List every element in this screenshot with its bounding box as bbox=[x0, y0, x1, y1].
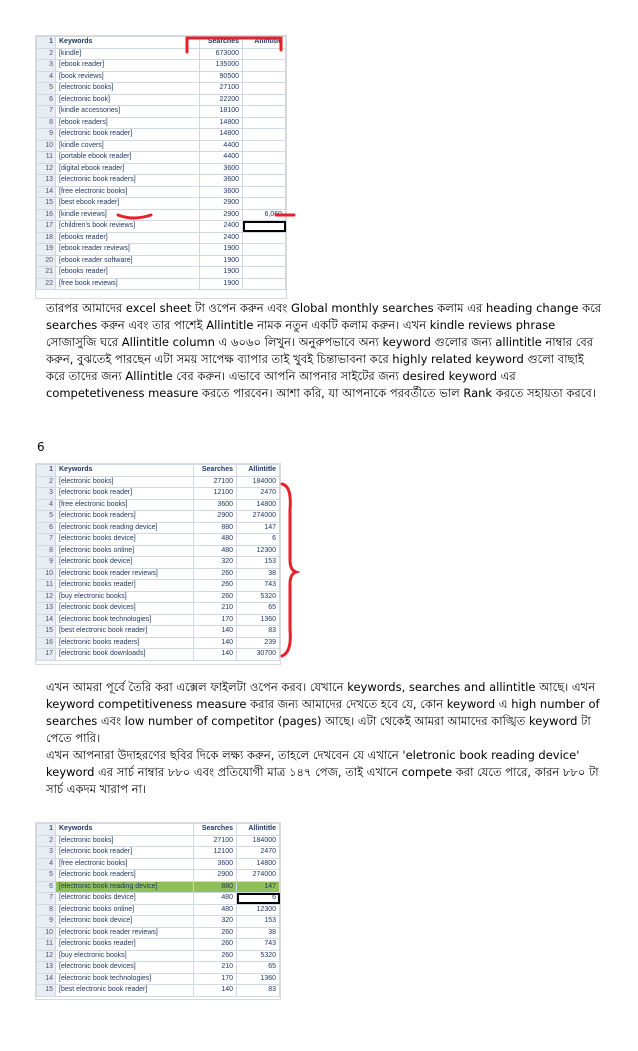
allintitle-cell: 12300 bbox=[237, 904, 280, 916]
instruction-paragraph-2: এখন আমরা পূর্বে তৈরি করা এক্সেল ফাইলটা ওপেন করব। যেখানে keywords, searches and allintitle আছে। এখন keyword competitiveness measure করার জন্য আমাদের দেখতে হবে যে, কোন keyword এ high number of searches এবং low number of competitor (pages) আছে। এটা থেকেই আমরা আমাদের কাঙ্খিত keyword টা পেতে পারি। bbox=[46, 680, 600, 745]
keyword-cell: [electronic books device] bbox=[56, 893, 194, 905]
table-row bbox=[37, 106, 286, 118]
table-row bbox=[37, 278, 286, 290]
allintitle-cell: 274000 bbox=[237, 511, 280, 523]
table-row bbox=[37, 221, 286, 233]
row-number: 12 bbox=[37, 950, 56, 962]
row-number: 17 bbox=[37, 221, 56, 233]
keyword-cell: [electronic book device] bbox=[56, 557, 194, 569]
table-row bbox=[37, 198, 286, 210]
keyword-cell: [ebook reader software] bbox=[56, 255, 200, 267]
table-row bbox=[37, 927, 280, 939]
keyword-cell: [kindle accessories] bbox=[56, 106, 200, 118]
row-number: 18 bbox=[37, 232, 56, 244]
keyword-cell: [electronic books] bbox=[56, 476, 194, 488]
row-number: 13 bbox=[37, 175, 56, 187]
table-row bbox=[37, 163, 286, 175]
row-number: 10 bbox=[37, 568, 56, 580]
allintitle-cell bbox=[243, 106, 286, 118]
keyword-cell: [digital ebook reader] bbox=[56, 163, 200, 175]
row-number: 4 bbox=[37, 499, 56, 511]
allintitle-cell: 6,060 bbox=[243, 209, 286, 221]
keyword-cell: [electronic book reader] bbox=[56, 129, 200, 141]
keyword-cell: [best electronic book reader] bbox=[56, 626, 194, 638]
searches-cell: 12100 bbox=[194, 488, 237, 500]
table-row bbox=[37, 893, 280, 905]
allintitle-cell: 83 bbox=[237, 985, 280, 997]
allintitle-header: Allintitle bbox=[237, 824, 280, 836]
table-row bbox=[37, 904, 280, 916]
spreadsheet-screenshot-2 bbox=[35, 463, 281, 665]
table-row bbox=[37, 255, 286, 267]
table-row bbox=[37, 175, 286, 187]
keyword-cell: [electronic book devices] bbox=[56, 603, 194, 615]
keyword-cell: [electronic book reader] bbox=[56, 488, 194, 500]
keywords-header: Keywords bbox=[56, 824, 194, 836]
table-row bbox=[37, 511, 280, 523]
table-row bbox=[37, 152, 286, 164]
keyword-cell: [electronic books readers] bbox=[56, 637, 194, 649]
allintitle-cell bbox=[243, 278, 286, 290]
allintitle-cell: 14800 bbox=[237, 858, 280, 870]
keyword-cell: [electronic books reader] bbox=[56, 580, 194, 592]
row-number: 15 bbox=[37, 626, 56, 638]
row-number: 2 bbox=[37, 835, 56, 847]
allintitle-cell: 153 bbox=[237, 557, 280, 569]
searches-cell: 4400 bbox=[200, 152, 243, 164]
searches-cell: 12100 bbox=[194, 847, 237, 859]
spreadsheet-screenshot-1 bbox=[35, 35, 287, 299]
allintitle-cell: 239 bbox=[237, 637, 280, 649]
table-row bbox=[37, 870, 280, 882]
searches-cell: 135000 bbox=[200, 60, 243, 72]
row-number: 14 bbox=[37, 973, 56, 985]
row-number: 7 bbox=[37, 534, 56, 546]
keyword-cell: [electronic book technologies] bbox=[56, 973, 194, 985]
table-row bbox=[37, 637, 280, 649]
searches-cell: 2400 bbox=[200, 221, 243, 233]
searches-cell: 3600 bbox=[200, 163, 243, 175]
row-number: 12 bbox=[37, 163, 56, 175]
keyword-cell: [free book reviews] bbox=[56, 278, 200, 290]
keyword-cell: [children's book reviews] bbox=[56, 221, 200, 233]
table-row bbox=[37, 60, 286, 72]
table-row bbox=[37, 488, 280, 500]
keyword-cell: [ebook reader reviews] bbox=[56, 244, 200, 256]
row-number: 16 bbox=[37, 637, 56, 649]
allintitle-cell bbox=[243, 267, 286, 279]
keyword-cell: [electronic books] bbox=[56, 835, 194, 847]
table-row bbox=[37, 591, 280, 603]
table-row bbox=[37, 209, 286, 221]
allintitle-cell: 65 bbox=[237, 603, 280, 615]
searches-cell: 480 bbox=[194, 904, 237, 916]
row-number: 2 bbox=[37, 476, 56, 488]
searches-header: Searches bbox=[194, 824, 237, 836]
row-number: 22 bbox=[37, 278, 56, 290]
page-number: 6 bbox=[37, 440, 45, 454]
table-header-row bbox=[37, 465, 280, 477]
keyword-cell: [electronic book readers] bbox=[56, 511, 194, 523]
allintitle-cell: 38 bbox=[237, 927, 280, 939]
searches-cell: 880 bbox=[194, 881, 237, 893]
allintitle-cell: 184000 bbox=[237, 835, 280, 847]
allintitle-cell: 1360 bbox=[237, 973, 280, 985]
allintitle-cell bbox=[243, 175, 286, 187]
keyword-cell: [electronic books device] bbox=[56, 534, 194, 546]
searches-cell: 320 bbox=[194, 557, 237, 569]
allintitle-cell bbox=[243, 163, 286, 175]
keyword-cell: [ebook reader] bbox=[56, 60, 200, 72]
searches-cell: 170 bbox=[194, 614, 237, 626]
allintitle-cell bbox=[243, 83, 286, 95]
table-row bbox=[37, 94, 286, 106]
searches-cell: 260 bbox=[194, 580, 237, 592]
searches-cell: 2900 bbox=[200, 209, 243, 221]
searches-cell: 3600 bbox=[194, 499, 237, 511]
allintitle-cell: 2470 bbox=[237, 847, 280, 859]
searches-cell: 90500 bbox=[200, 71, 243, 83]
row-number: 5 bbox=[37, 511, 56, 523]
allintitle-cell: 147 bbox=[237, 881, 280, 893]
searches-cell: 4400 bbox=[200, 140, 243, 152]
searches-cell: 1900 bbox=[200, 255, 243, 267]
row-number: 9 bbox=[37, 129, 56, 141]
searches-cell: 140 bbox=[194, 985, 237, 997]
row-number: 13 bbox=[37, 962, 56, 974]
red-bracket-top-mark bbox=[183, 34, 287, 54]
table-row bbox=[37, 534, 280, 546]
table-row bbox=[37, 83, 286, 95]
row-number: 6 bbox=[37, 881, 56, 893]
row-number: 11 bbox=[37, 580, 56, 592]
table-row bbox=[37, 186, 286, 198]
keyword-cell: [electronic book reader reviews] bbox=[56, 927, 194, 939]
keywords-header: Keywords bbox=[56, 37, 200, 49]
row-number: 14 bbox=[37, 186, 56, 198]
keyword-cell: [electronic book reading device] bbox=[56, 881, 194, 893]
keyword-cell: [ebook readers] bbox=[56, 117, 200, 129]
searches-cell: 480 bbox=[194, 534, 237, 546]
table-row bbox=[37, 129, 286, 141]
searches-cell: 3600 bbox=[194, 858, 237, 870]
keyword-cell: [electronic book downloads] bbox=[56, 649, 194, 661]
allintitle-cell: 743 bbox=[237, 580, 280, 592]
row-number: 8 bbox=[37, 117, 56, 129]
keyword-table-1 bbox=[36, 36, 286, 290]
table-row bbox=[37, 858, 280, 870]
keyword-cell: [electronic books reader] bbox=[56, 939, 194, 951]
table-row bbox=[37, 522, 280, 534]
keyword-cell: [ebooks reader] bbox=[56, 232, 200, 244]
row-number: 5 bbox=[37, 83, 56, 95]
row-number: 6 bbox=[37, 522, 56, 534]
table-row bbox=[37, 835, 280, 847]
keyword-cell: [kindle reviews] bbox=[56, 209, 200, 221]
row-number: 2 bbox=[37, 48, 56, 60]
allintitle-cell: 65 bbox=[237, 962, 280, 974]
searches-cell: 27100 bbox=[200, 83, 243, 95]
searches-cell: 3600 bbox=[200, 175, 243, 187]
allintitle-cell bbox=[243, 152, 286, 164]
table-row bbox=[37, 267, 286, 279]
allintitle-header: Allintitle bbox=[237, 465, 280, 477]
searches-cell: 2900 bbox=[194, 511, 237, 523]
row-number: 6 bbox=[37, 94, 56, 106]
allintitle-cell bbox=[243, 198, 286, 210]
searches-cell: 1900 bbox=[200, 244, 243, 256]
searches-cell: 260 bbox=[194, 927, 237, 939]
row-number: 11 bbox=[37, 152, 56, 164]
row-number: 4 bbox=[37, 858, 56, 870]
allintitle-cell bbox=[243, 129, 286, 141]
allintitle-cell: 1360 bbox=[237, 614, 280, 626]
row-number: 7 bbox=[37, 893, 56, 905]
row-number: 20 bbox=[37, 255, 56, 267]
row-number: 3 bbox=[37, 488, 56, 500]
row-number: 10 bbox=[37, 140, 56, 152]
searches-cell: 260 bbox=[194, 568, 237, 580]
table-row bbox=[37, 557, 280, 569]
table-row bbox=[37, 244, 286, 256]
table-row bbox=[37, 614, 280, 626]
table-row bbox=[37, 568, 280, 580]
table-row bbox=[37, 847, 280, 859]
searches-cell: 170 bbox=[194, 973, 237, 985]
allintitle-cell: 83 bbox=[237, 626, 280, 638]
table-row bbox=[37, 985, 280, 997]
allintitle-cell bbox=[243, 94, 286, 106]
table-row bbox=[37, 117, 286, 129]
row-number: 1 bbox=[37, 824, 56, 836]
allintitle-cell: 6 bbox=[237, 534, 280, 546]
keywords-header: Keywords bbox=[56, 465, 194, 477]
table-row bbox=[37, 649, 280, 661]
red-curly-bracket-mark bbox=[278, 480, 300, 660]
table-row bbox=[37, 71, 286, 83]
table-row bbox=[37, 626, 280, 638]
table-row bbox=[37, 950, 280, 962]
row-number: 21 bbox=[37, 267, 56, 279]
allintitle-cell: 2470 bbox=[237, 488, 280, 500]
allintitle-header: Allintitle bbox=[243, 37, 286, 49]
keyword-cell: [electronic book reader] bbox=[56, 847, 194, 859]
row-number: 8 bbox=[37, 545, 56, 557]
keyword-cell: [electronic books online] bbox=[56, 904, 194, 916]
allintitle-cell: 184000 bbox=[237, 476, 280, 488]
searches-cell: 2400 bbox=[200, 232, 243, 244]
keyword-cell: [free electronic books] bbox=[56, 186, 200, 198]
searches-header: Searches bbox=[194, 465, 237, 477]
row-number: 5 bbox=[37, 870, 56, 882]
table-row bbox=[37, 939, 280, 951]
table-row bbox=[37, 232, 286, 244]
table-row bbox=[37, 545, 280, 557]
table-row bbox=[37, 476, 280, 488]
keyword-cell: [free electronic books] bbox=[56, 499, 194, 511]
instruction-paragraph-3: এখন আপনারা উদাহরণের ছবির দিকে লক্ষ্য করুন, তাহলে দেখবেন যে এখানে 'eletronic book reading device' keyword এর সার্চ নাম্বার ৮৮০ এবং প্রতিযোগী মাত্র ১৪৭ পেজ, তাই এখানে compete করা যেতে পারে, কারন ৮৮০ টা সার্চ একদম খারাপ না। bbox=[46, 748, 599, 796]
searches-cell: 260 bbox=[194, 939, 237, 951]
searches-cell: 2900 bbox=[200, 198, 243, 210]
searches-cell: 27100 bbox=[194, 835, 237, 847]
searches-cell: 22200 bbox=[200, 94, 243, 106]
searches-cell: 140 bbox=[194, 649, 237, 661]
keyword-cell: [electronic books] bbox=[56, 83, 200, 95]
table-row bbox=[37, 140, 286, 152]
keyword-cell: [buy electronic books] bbox=[56, 591, 194, 603]
allintitle-cell bbox=[243, 244, 286, 256]
allintitle-cell bbox=[243, 60, 286, 72]
row-number: 1 bbox=[37, 465, 56, 477]
searches-cell: 880 bbox=[194, 522, 237, 534]
searches-cell: 210 bbox=[194, 603, 237, 615]
table-row bbox=[37, 881, 280, 893]
allintitle-cell bbox=[243, 140, 286, 152]
allintitle-cell bbox=[243, 71, 286, 83]
row-number: 15 bbox=[37, 985, 56, 997]
row-number: 1 bbox=[37, 37, 56, 49]
searches-cell: 210 bbox=[194, 962, 237, 974]
allintitle-cell: 5320 bbox=[237, 950, 280, 962]
keyword-table-3 bbox=[36, 823, 280, 997]
allintitle-cell: 274000 bbox=[237, 870, 280, 882]
keyword-cell: [electronic book reader reviews] bbox=[56, 568, 194, 580]
row-number: 14 bbox=[37, 614, 56, 626]
searches-cell: 260 bbox=[194, 591, 237, 603]
allintitle-cell: 38 bbox=[237, 568, 280, 580]
searches-cell: 480 bbox=[194, 545, 237, 557]
searches-cell: 1900 bbox=[200, 278, 243, 290]
allintitle-cell: 12300 bbox=[237, 545, 280, 557]
table-row bbox=[37, 499, 280, 511]
keyword-cell: [portable ebook reader] bbox=[56, 152, 200, 164]
table-row bbox=[37, 973, 280, 985]
keyword-cell: [electronic books online] bbox=[56, 545, 194, 557]
keyword-cell: [best ebook reader] bbox=[56, 198, 200, 210]
keyword-cell: [book reviews] bbox=[56, 71, 200, 83]
allintitle-cell: 147 bbox=[237, 522, 280, 534]
allintitle-cell bbox=[243, 255, 286, 267]
allintitle-cell: 743 bbox=[237, 939, 280, 951]
table-row bbox=[37, 580, 280, 592]
row-number: 13 bbox=[37, 603, 56, 615]
keyword-cell: [electronic book device] bbox=[56, 916, 194, 928]
row-number: 7 bbox=[37, 106, 56, 118]
keyword-cell: [electronic book readers] bbox=[56, 175, 200, 187]
allintitle-cell: 5320 bbox=[237, 591, 280, 603]
searches-header: Searches bbox=[200, 37, 243, 49]
row-number: 16 bbox=[37, 209, 56, 221]
row-number: 9 bbox=[37, 916, 56, 928]
allintitle-cell bbox=[243, 186, 286, 198]
row-number: 9 bbox=[37, 557, 56, 569]
row-number: 8 bbox=[37, 904, 56, 916]
table-row bbox=[37, 603, 280, 615]
searches-cell: 140 bbox=[194, 637, 237, 649]
table-row bbox=[37, 916, 280, 928]
row-number: 10 bbox=[37, 927, 56, 939]
searches-cell: 3600 bbox=[200, 186, 243, 198]
keyword-cell: [kindle] bbox=[56, 48, 200, 60]
row-number: 11 bbox=[37, 939, 56, 951]
keyword-cell: [buy electronic books] bbox=[56, 950, 194, 962]
row-number: 19 bbox=[37, 244, 56, 256]
table-header-row bbox=[37, 824, 280, 836]
searches-cell: 27100 bbox=[194, 476, 237, 488]
instruction-paragraph-1: তারপর আমাদের excel sheet টা ওপেন করুন এবং Global monthly searches কলাম এর heading change করে searches করুন এবং তার পাশেই Allintitle নামক নতুন একটি কলাম করুন। এখন kindle reviews phrase সোজাসুজি ঘরে Allintitle column এ ৬০৬০ লিখুন। অনুরুপভাবে অন্য keyword গুলোর জন্য allintitle নাম্বার বের করুন, বুঝতেই পারছেন এটা সময় সাপেক্ষ ব্যাপার তাই খুবই চিন্তাভাবনা করে highly related keyword গুলো বাছাই করে তাদের জন্য Allintitle বের করুন। এভাবে আপনি আপনার সাইটের জন্য desired keyword এর competetiveness measure করতে পারবেন। আশা করি, যা আপনাকে পরবর্তীতে ভাল Rank করতে সহায়তা করবে। bbox=[46, 301, 602, 400]
keyword-cell: [best electronic book reader] bbox=[56, 985, 194, 997]
row-number: 3 bbox=[37, 60, 56, 72]
keyword-cell: [kindle covers] bbox=[56, 140, 200, 152]
allintitle-cell: 30700 bbox=[237, 649, 280, 661]
red-underline-mark bbox=[115, 211, 155, 223]
searches-cell: 673000 bbox=[200, 48, 243, 60]
searches-cell: 480 bbox=[194, 893, 237, 905]
keyword-table-2 bbox=[36, 464, 280, 661]
keyword-cell: [electronic book devices] bbox=[56, 962, 194, 974]
spreadsheet-screenshot-3 bbox=[35, 822, 281, 1000]
keyword-cell: [ebooks reader] bbox=[56, 267, 200, 279]
row-number: 3 bbox=[37, 847, 56, 859]
row-number: 4 bbox=[37, 71, 56, 83]
row-number: 15 bbox=[37, 198, 56, 210]
keyword-cell: [free electronic books] bbox=[56, 858, 194, 870]
red-dash-mark bbox=[274, 210, 298, 220]
keyword-cell: [electronic book] bbox=[56, 94, 200, 106]
row-number: 12 bbox=[37, 591, 56, 603]
searches-cell: 1900 bbox=[200, 267, 243, 279]
row-number: 17 bbox=[37, 649, 56, 661]
table-row bbox=[37, 962, 280, 974]
allintitle-cell: 6 bbox=[237, 893, 280, 905]
searches-cell: 2900 bbox=[194, 870, 237, 882]
allintitle-cell bbox=[243, 232, 286, 244]
allintitle-cell bbox=[243, 117, 286, 129]
allintitle-cell: 153 bbox=[237, 916, 280, 928]
keyword-cell: [electronic book readers] bbox=[56, 870, 194, 882]
allintitle-cell bbox=[243, 221, 286, 233]
searches-cell: 140 bbox=[194, 626, 237, 638]
searches-cell: 320 bbox=[194, 916, 237, 928]
searches-cell: 14800 bbox=[200, 129, 243, 141]
keyword-cell: [electronic book reading device] bbox=[56, 522, 194, 534]
searches-cell: 18100 bbox=[200, 106, 243, 118]
keyword-cell: [electronic book technologies] bbox=[56, 614, 194, 626]
searches-cell: 14800 bbox=[200, 117, 243, 129]
searches-cell: 260 bbox=[194, 950, 237, 962]
allintitle-cell: 14800 bbox=[237, 499, 280, 511]
